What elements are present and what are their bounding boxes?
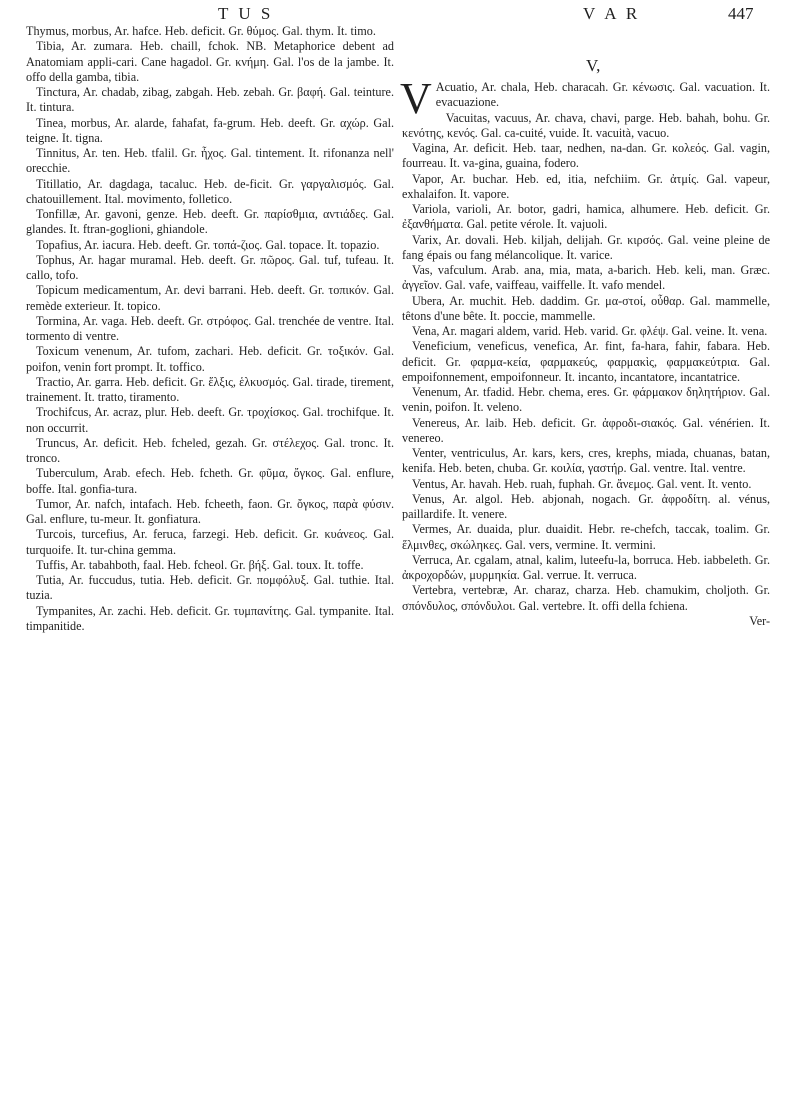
entry: Tumor, Ar. nafch, intafach. Heb. fcheeth, faon. Gr. ὄγκος, παρὰ φύσιν. Gal. enflure, tu-meur. It. gonfiatura. — [26, 496, 394, 526]
page-number: 447 — [728, 4, 754, 23]
entry: Tympanites, Ar. zachi. Heb. deficit. Gr. τυμπανίτης. Gal. tympanite. Ital. timpanitide. — [26, 603, 394, 633]
entry: Topicum medicamentum, Ar. devi barrani. Heb. deeft. Gr. τοπικόν. Gal. remède exterieur. It. topico. — [26, 283, 394, 313]
entry: Venereus, Ar. laib. Heb. deficit. Gr. ἀφροδι-σιακός. Gal. vénérien. It. venereo. — [402, 415, 770, 445]
entry: Vas, vafculum. Arab. ana, mia, mata, a-barich. Heb. keli, man. Græc. ἀγγεῖον. Gal. vafe, vaiffeau, vaiffelle. It. vafo mendel. — [402, 263, 770, 293]
entry: Tuberculum, Arab. efech. Heb. fcheth. Gr. φῦμα, ὄγκος. Gal. enflure, boffe. Ital. gonfia-tura. — [26, 466, 394, 496]
entry: Vacuitas, vacuus, Ar. chava, chavi, parge. Heb. bahah, bohu. Gr. κενότης, κενός. Gal. ca-cuité, vuide. It. vacuità, vacuo. — [402, 110, 770, 140]
running-head-left: T U S — [218, 4, 274, 23]
entry: Tophus, Ar. hagar muramal. Heb. deeft. Gr. πῶρος. Gal. tuf, tufeau. It. callo, tofo. — [26, 252, 394, 282]
entry: Venter, ventriculus, Ar. kars, kers, cres, krephs, miada, chuanas, batan, kenifa. Heb. beten, chuba. Gr. κοιλία, γαστήρ. Gal. ventre. Ital. ventre. — [402, 446, 770, 476]
entry: Vertebra, vertebræ, Ar. charaz, charza. Heb. chamukim, choljoth. Gr. σπόνδυλος, σπόνδυλοι. Gal. vertebre. It. offi della fchiena. — [402, 583, 770, 613]
running-head-right: V A R — [583, 4, 641, 23]
entry-text: Acuatio, Ar. chala, Heb. characah. Gr. κένωσις. Gal. vacuation. It. evacuazione. — [435, 80, 770, 110]
entry: Venus, Ar. algol. Heb. abjonah, nogach. Gr. ἀφροδίτη. al. vénus, paillardife. It. venere. — [402, 491, 770, 521]
entry: Toxicum venenum, Ar. tufom, zachari. Heb. deficit. Gr. τοξικόν. Gal. poifon, venin fort prompt. It. toffico. — [26, 344, 394, 374]
entry: Tutia, Ar. fuccudus, tutia. Heb. deficit. Gr. πομφόλυξ. Gal. tuthie. Ital. tuzia. — [26, 573, 394, 603]
entry: Venenum, Ar. tfadid. Hebr. chema, eres. Gr. φάρμακον δηλητήριον. Gal. venin, poifon. It. veleno. — [402, 385, 770, 415]
right-column — [400, 74, 770, 629]
section-letter-heading: V, — [586, 56, 601, 75]
entry: Tinea, morbus, Ar. alarde, fahafat, fa-grum. Heb. deeft. Gr. αχώρ. Gal. teigne. It. tigna. — [26, 115, 394, 145]
entry: Turcois, turcefius, Ar. feruca, farzegi. Heb. deficit. Gr. κυάνεος. Gal. turquoife. It. tur-china gemma. — [26, 527, 394, 557]
entry: Tinnitus, Ar. ten. Heb. tfalil. Gr. ἦχος. Gal. tintement. It. rifonanza nell' orecchie. — [26, 146, 394, 176]
entry: Variola, varioli, Ar. botor, gadri, hamica, alhumere. Heb. deficit. Gr. ἐξανθήματα. Gal. petite vérole. It. vajuoli. — [402, 202, 770, 232]
entry — [400, 74, 770, 123]
entry: Verruca, Ar. cgalam, atnal, kalim, luteefu-la, borruca. Heb. iabbeleth. Gr. ἀκροχορδών, μυρμηκία. Gal. verrue. It. verruca. — [402, 552, 770, 582]
entry: Tormina, Ar. vaga. Heb. deeft. Gr. στρόφος. Gal. trenchée de ventre. Ital. tormento di ventre. — [26, 313, 394, 343]
entry: Veneficium, veneficus, venefica, Ar. fint, fa-hara, fahir, fabara. Heb. deficit. Gr. φαρμα-κεία, φαρμακεύς, φαρμακὶς, φαρμακεύτρια. Gal. empoifonnement, empoifonneur. It. incanto, incantatore, incantatrice. — [402, 339, 770, 384]
drop-cap: V — [400, 74, 432, 123]
entry: Tractio, Ar. garra. Heb. deficit. Gr. ἕλξις, ἑλκυσμός. Gal. tirade, tirement, trainement. It. tratto, tiramento. — [26, 374, 394, 404]
entry: Tonfillæ, Ar. gavoni, genze. Heb. deeft. Gr. παρίσθμια, αντιάδες. Gal. glandes. It. ftran-goglioni, ghiandole. — [26, 207, 394, 237]
entry: Titillatio, Ar. dagdaga, tacaluc. Heb. de-ficit. Gr. γαργαλισμός. Gal. chatouillement. Ital. movimento, folletico. — [26, 176, 394, 206]
entry: Tuffis, Ar. tabahboth, faal. Heb. fcheol. Gr. βήξ. Gal. toux. It. toffe. — [36, 557, 364, 572]
entry: Topafius, Ar. iacura. Heb. deeft. Gr. τοπά-ζιος. Gal. topace. It. topazio. — [36, 237, 380, 252]
entry: Ventus, Ar. havah. Heb. ruah, fuphah. Gr. ἄνεμος. Gal. vent. It. vento. — [412, 476, 752, 491]
entry: Vermes, Ar. duaida, plur. duaidit. Hebr. re-chefch, taccak, toalim. Gr. ἕλμινθες, σκώληκες. Gal. vers, vermine. It. vermini. — [402, 522, 770, 552]
entry: Vena, Ar. magari aldem, varid. Heb. varid. Gr. φλέψ. Gal. veine. It. vena. — [412, 324, 768, 338]
entry: Vagina, Ar. deficit. Heb. taar, nedhen, na-dan. Gr. κολεός. Gal. vagin, fourreau. It. va-gina, guaina, fodero. — [402, 141, 770, 171]
entry: Vapor, Ar. buchar. Heb. ed, itia, nefchiim. Gr. ἀτμίς. Gal. vapeur, exhalaifon. It. vapore. — [402, 171, 770, 201]
entry: Thymus, morbus, Ar. hafce. Heb. deficit. Gr. θύμος. Gal. thym. It. timo. — [26, 24, 376, 38]
left-column — [26, 24, 394, 634]
entry: Truncus, Ar. deficit. Heb. fcheled, gezah. Gr. στέλεχος. Gal. tronc. It. tronco. — [26, 435, 394, 465]
entry: Tinctura, Ar. chadab, zibag, zabgah. Heb. zebah. Gr. βαφή. Gal. teinture. It. tintura. — [26, 85, 394, 115]
catchword: Ver- — [749, 613, 770, 628]
entry: Trochifcus, Ar. acraz, plur. Heb. deeft. Gr. τροχίσκος. Gal. trochifque. It. non occurrit. — [26, 405, 394, 435]
entry: Ubera, Ar. muchit. Heb. daddim. Gr. μα-στοί, οὖθαρ. Gal. mammelle, têtons d'une bête. It. poccie, mammelle. — [402, 293, 770, 323]
entry: Tibia, Ar. zumara. Heb. chaill, fchok. NB. Metaphorice debent ad Anatomiam appli-cari. Cane hagadol. Gr. κνήμη. Gal. l'os de la jambe. It. offo della gamba, tibia. — [26, 39, 394, 84]
entry: Varix, Ar. dovali. Heb. kiljah, delijah. Gr. κιρσός. Gal. veine pleine de fang épais ou fang mélancolique. It. varice. — [402, 232, 770, 262]
